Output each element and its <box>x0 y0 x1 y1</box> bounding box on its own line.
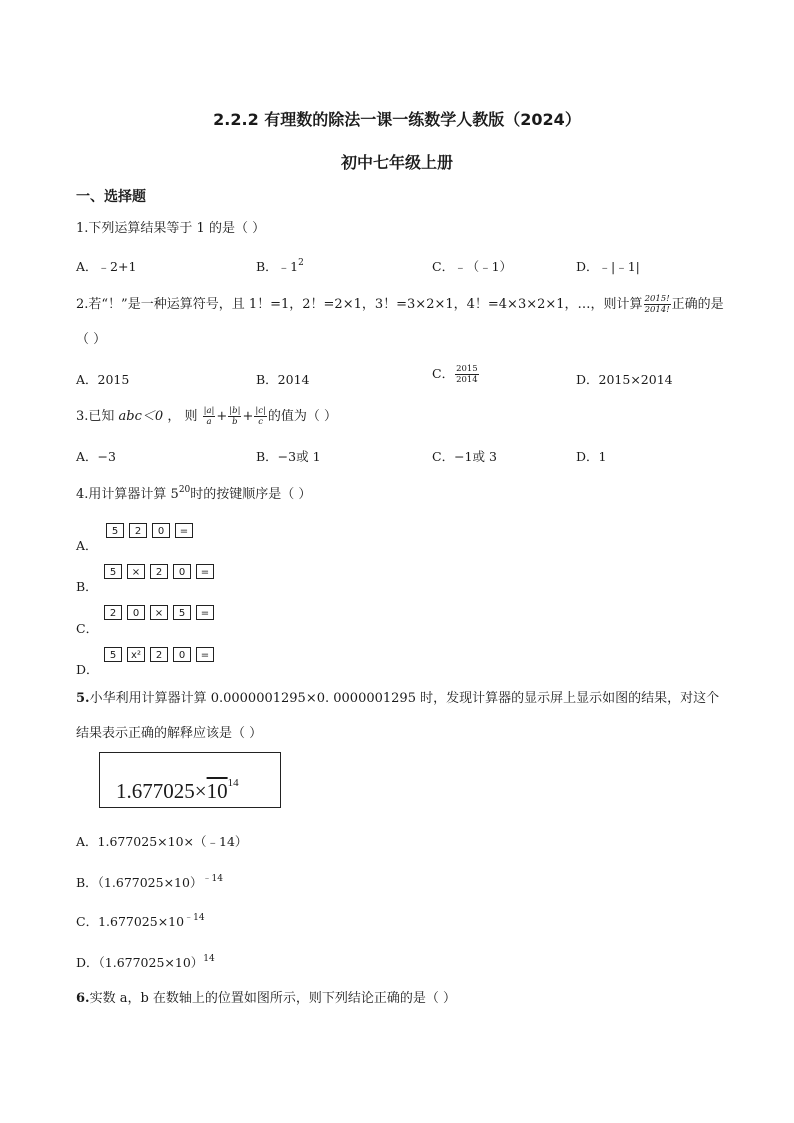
q3-option-a: A．−3 <box>76 449 116 464</box>
question-2-text: 2.若“！”是一种运算符号，且 1！=1，2！=2×1，3！=3×2×1，4！=4×3×2×1，…，则计算 $\frac{2015!}{2014!}$ 正确的是（ ） <box>76 294 724 347</box>
q2-option-c-fraction: $\frac{2015}{2014}$ <box>456 364 478 385</box>
calculator-key: 0 <box>173 647 191 662</box>
calculator-key: 0 <box>152 523 170 538</box>
calculator-key: x² <box>127 647 145 662</box>
q4-option-a-label: A． <box>76 538 98 553</box>
calculator-key: 5 <box>106 523 124 538</box>
calculator-key: 5 <box>104 647 122 662</box>
document-subtitle: 初中七年级上册 <box>340 153 453 172</box>
q2-option-c: C． $\frac{2015}{2014}$ <box>432 364 478 385</box>
q3-option-c: C．−1或 3 <box>432 449 497 464</box>
q1-option-a: A．﹣2+1 <box>76 259 137 274</box>
calculator-key: 2 <box>150 647 168 662</box>
q2-option-d: D．2015×2014 <box>576 372 673 387</box>
q1-option-b-exponent: 2 <box>298 258 304 268</box>
q4-option-c-label: C． <box>76 621 99 636</box>
calculator-key: × <box>127 564 145 579</box>
q4-option-c-keys <box>104 605 214 620</box>
question-4-text: 4.用计算器计算 $5^{20}$时的按键顺序是（ ） <box>76 485 312 502</box>
q4-option-a-keys <box>106 523 193 538</box>
question-1-text: 1.下列运算结果等于 1 的是（ ） <box>76 221 266 236</box>
q2-option-b: B．2014 <box>256 372 310 387</box>
question-6-text: 6.实数 a，b 在数轴上的位置如图所示，则下列结论正确的是（ ） <box>76 991 457 1006</box>
calculator-key: × <box>150 605 168 620</box>
q5-option-c: C．$1.677025\times 10^{﹣14}$ <box>76 913 205 929</box>
q1-option-b: B．$﹣1^2$ <box>256 258 304 274</box>
calculator-key: = <box>175 523 193 538</box>
calculator-key: 5 <box>173 605 191 620</box>
q4-exponent: 20 <box>178 485 191 495</box>
calculator-key: 5 <box>104 564 122 579</box>
calculator-key: 2 <box>104 605 122 620</box>
q4-option-d-keys <box>104 647 214 662</box>
q1-option-c: C．﹣（﹣1） <box>432 259 513 274</box>
q4-option-b-keys <box>104 564 214 579</box>
q1-option-d: D．﹣|﹣1| <box>576 259 640 274</box>
calculator-key: 0 <box>173 564 191 579</box>
q5-option-a: A．1.677025×10×（﹣14） <box>76 834 248 849</box>
q3-fraction-c: $\frac{|c|}{c}$ <box>255 406 266 427</box>
q4-option-b-label: B． <box>76 579 98 594</box>
calculator-key: = <box>196 647 214 662</box>
q3-fraction-b: $\frac{|b|}{b}$ <box>229 406 241 427</box>
question-5-text: 5.小华利用计算器计算 0.0000001295×0. 0000001295 时，发现计算器的显示屏上显示如图的结果，对这个结果表示正确的解释应该是（ ） <box>76 691 720 741</box>
document-title: 2.2.2 有理数的除法一课一练数学人教版（2024） <box>213 110 581 129</box>
q4-option-d-label: D． <box>76 662 99 677</box>
q2-fraction: $\frac{2015!}{2014!}$ <box>644 294 670 315</box>
section-heading: 一、选择题 <box>76 189 146 205</box>
calculator-display <box>99 752 281 808</box>
q3-fraction-a: $\frac{|a|}{a}$ <box>203 406 215 427</box>
question-3-text: 3.已知 abc＜0 ， 则 $\frac{|a|}{a}$ + $\frac{|b|}{b}$ + $\frac{|c|}{c}$ 的值为（ ） <box>76 406 338 427</box>
q5-option-d: D．$(1.677025\times 10)^{14}$ <box>76 954 215 970</box>
q3-condition: abc＜0 <box>118 409 164 424</box>
q2-option-a: A．2015 <box>76 372 130 387</box>
q3-option-d: D．1 <box>576 449 607 464</box>
calculator-key: 2 <box>150 564 168 579</box>
calculator-display-value: $1.677025\times 10^{14}$ <box>116 777 239 803</box>
calculator-key: 2 <box>129 523 147 538</box>
calculator-key: 0 <box>127 605 145 620</box>
q5-option-b: B．$(1.677025\times 10)^{﹣14}$ <box>76 874 223 890</box>
calculator-key: = <box>196 564 214 579</box>
calculator-key: = <box>196 605 214 620</box>
q3-option-b: B．−3或 1 <box>256 449 321 464</box>
